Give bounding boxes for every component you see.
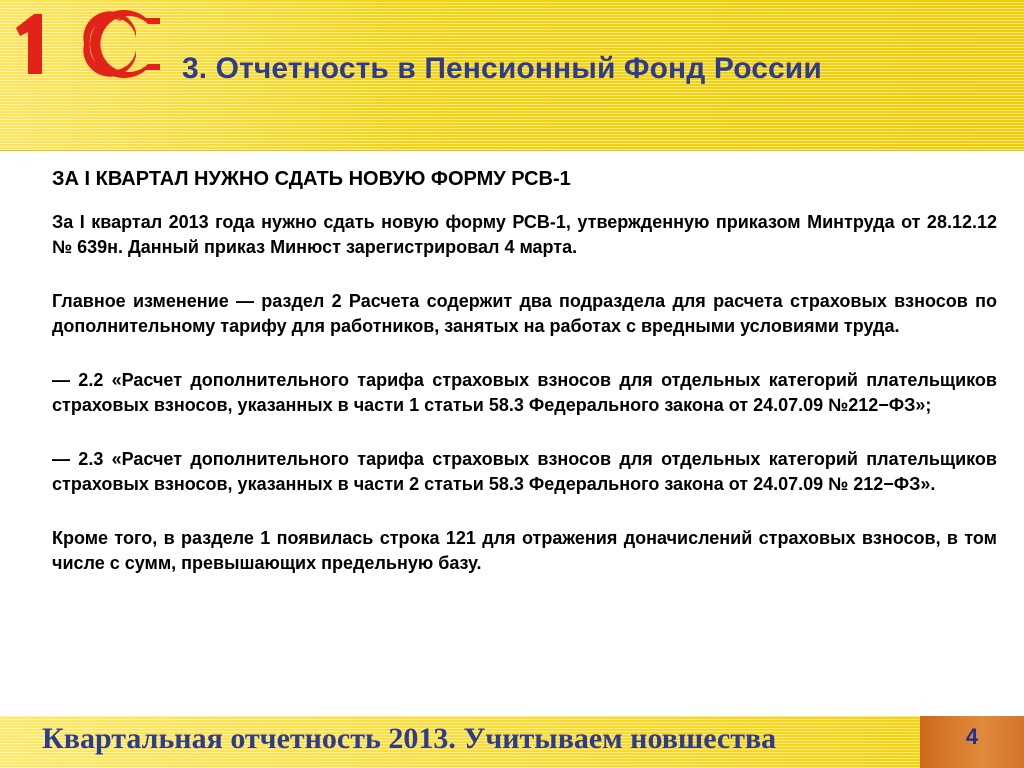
svg-text:R: R (117, 13, 123, 21)
footer-caption: Квартальная отчетность 2013. Учитываем новшества (42, 722, 777, 755)
page-number-badge (920, 716, 1024, 768)
paragraph: — 2.2 «Расчет дополнительного тарифа страховых взносов для отдельных категорий плательщиков страховых взносов, указанных в части 1 статьи 58.3 Федерального закона от 24.07.09 №212−ФЗ»; (52, 370, 997, 415)
page-number: 4 (965, 724, 979, 749)
page-title: 3. Отчетность в Пенсионный Фонд России (182, 52, 822, 85)
header-banner (0, 0, 1024, 151)
paragraph: Кроме того, в разделе 1 появилась строка 121 для отражения доначислений страховых взносов, в том числе с сумм, превышающих предельную базу. (52, 528, 997, 573)
paragraph: — 2.3 «Расчет дополнительного тарифа страховых взносов для отдельных категорий плательщиков страховых взносов, указанных в части 2 статьи 58.3 Федерального закона от 24.07.09 № 212−ФЗ». (52, 449, 997, 494)
1c-logo (8, 6, 168, 78)
paragraph: Главное изменение — раздел 2 Расчета содержит два подраздела для расчета страховых взносов по дополнительному тарифу для работников, занятых на работах с вредными условиями труда. (52, 291, 997, 336)
footer-banner (0, 716, 920, 768)
slide-body (52, 166, 997, 605)
section-heading: ЗА I КВАРТАЛ НУЖНО СДАТЬ НОВУЮ ФОРМУ РСВ-1 (52, 168, 571, 190)
paragraph: За I квартал 2013 года нужно сдать новую форму РСВ-1, утвержденную приказом Минтруда от 28.12.12 № 639н. Данный приказ Минюст зарегистрировал 4 марта. (52, 212, 997, 257)
